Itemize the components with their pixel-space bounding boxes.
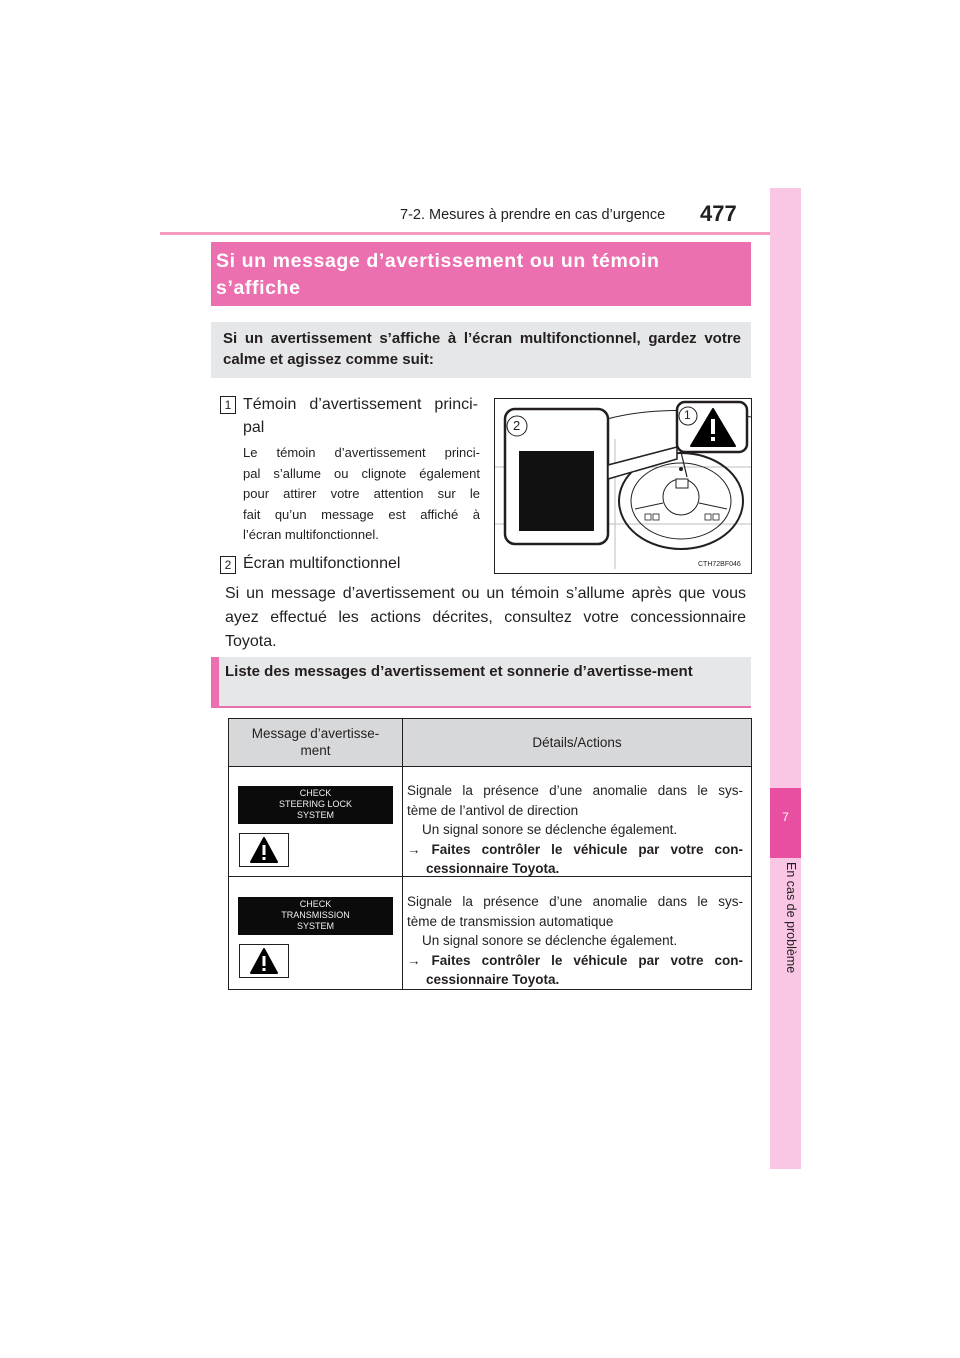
message-line: SYSTEM	[296, 921, 334, 931]
detail-line: Un signal sonore se déclenche également.	[422, 933, 678, 948]
intro-box	[211, 322, 751, 378]
table-header-row	[229, 719, 751, 767]
column-divider	[402, 719, 403, 989]
page-number: 477	[700, 201, 737, 226]
callout-1: 1	[684, 408, 691, 422]
table-header-message	[229, 719, 402, 766]
message-line: TRANSMISSION	[281, 910, 350, 920]
item-badge-2: 2	[220, 556, 236, 574]
body-paragraph: Si un message d’avertissement ou un témoin s’allume après que vous ayez effectué les actions décrites, consultez votre concessionnaire Toyota.	[225, 585, 746, 650]
message-line: CHECK	[299, 899, 332, 909]
desc-line: fait qu’un message est affiché à	[243, 506, 480, 522]
warning-triangle-icon	[239, 833, 289, 867]
item-title-1-line2: pal	[243, 419, 265, 436]
warning-messages-table	[228, 718, 752, 990]
header-line: Message d’avertisse-	[251, 726, 380, 741]
item-title-2: Écran multifonctionnel	[243, 555, 401, 572]
desc-line: pour attirer votre attention sur le	[243, 486, 480, 501]
table-header-details: Détails/Actions	[532, 735, 622, 750]
subsection-banner	[211, 657, 751, 707]
dashboard-illustration	[494, 398, 752, 574]
action-line	[407, 951, 743, 990]
message-line: STEERING LOCK	[278, 799, 352, 809]
desc-line: Le témoin d’avertissement princi-	[243, 445, 480, 460]
arrow-icon: →	[407, 952, 421, 968]
detail-line: Un signal sonore se déclenche également.	[422, 822, 678, 837]
action-line	[407, 840, 743, 879]
item-description-1	[243, 443, 480, 546]
item-badge-1: 1	[220, 396, 236, 414]
message-display-steering-lock	[238, 786, 393, 824]
subsection-accent-bar	[211, 657, 219, 707]
message-line: CHECK	[299, 788, 332, 798]
item-title-1-line1: Témoin d’avertissement princi-	[243, 396, 478, 413]
row-2-details	[407, 892, 743, 990]
section-title: Si un message d’avertissement ou un témoin s’affiche	[216, 250, 660, 299]
chapter-number-tab	[770, 788, 801, 858]
action-text: Faites contrôler le véhicule par votre con-cessionnaire Toyota.	[426, 952, 743, 987]
desc-line: l’écran multifonctionnel.	[243, 527, 379, 542]
detail-line: Signale la présence d’une anomalie dans le sys-	[407, 783, 743, 798]
illustration-code: CTH72BF046	[698, 561, 741, 568]
desc-line: pal s’allume ou clignote également	[243, 465, 480, 481]
row-1-details	[407, 781, 743, 879]
intro-text: Si un avertissement s’affiche à l’écran multifonctionnel, gardez votre calme et agissez comme suit:	[223, 330, 741, 368]
header-line: ment	[300, 743, 331, 758]
chapter-label: En cas de problème	[784, 862, 798, 974]
detail-line: Signale la présence d’une anomalie dans le sys-	[407, 894, 743, 909]
message-line: SYSTEM	[296, 810, 334, 820]
subsection-underline	[211, 706, 751, 708]
arrow-icon: →	[407, 841, 421, 857]
detail-line: tème de l’antivol de direction	[407, 802, 579, 818]
detail-line: tème de transmission automatique	[407, 913, 614, 929]
action-text: Faites contrôler le véhicule par votre con-cessionnaire Toyota.	[426, 841, 743, 876]
message-display-transmission	[238, 897, 393, 935]
running-header: 7-2. Mesures à prendre en cas d’urgence	[400, 207, 666, 223]
section-title-banner	[211, 242, 751, 306]
chapter-number: 7	[782, 810, 789, 824]
subsection-title: Liste des messages d’avertissement et sonnerie d’avertisse-ment	[225, 663, 693, 680]
callout-2: 2	[513, 418, 521, 433]
dashboard-drawing	[495, 399, 751, 573]
header-rule	[160, 232, 801, 235]
warning-triangle-icon	[239, 944, 289, 978]
